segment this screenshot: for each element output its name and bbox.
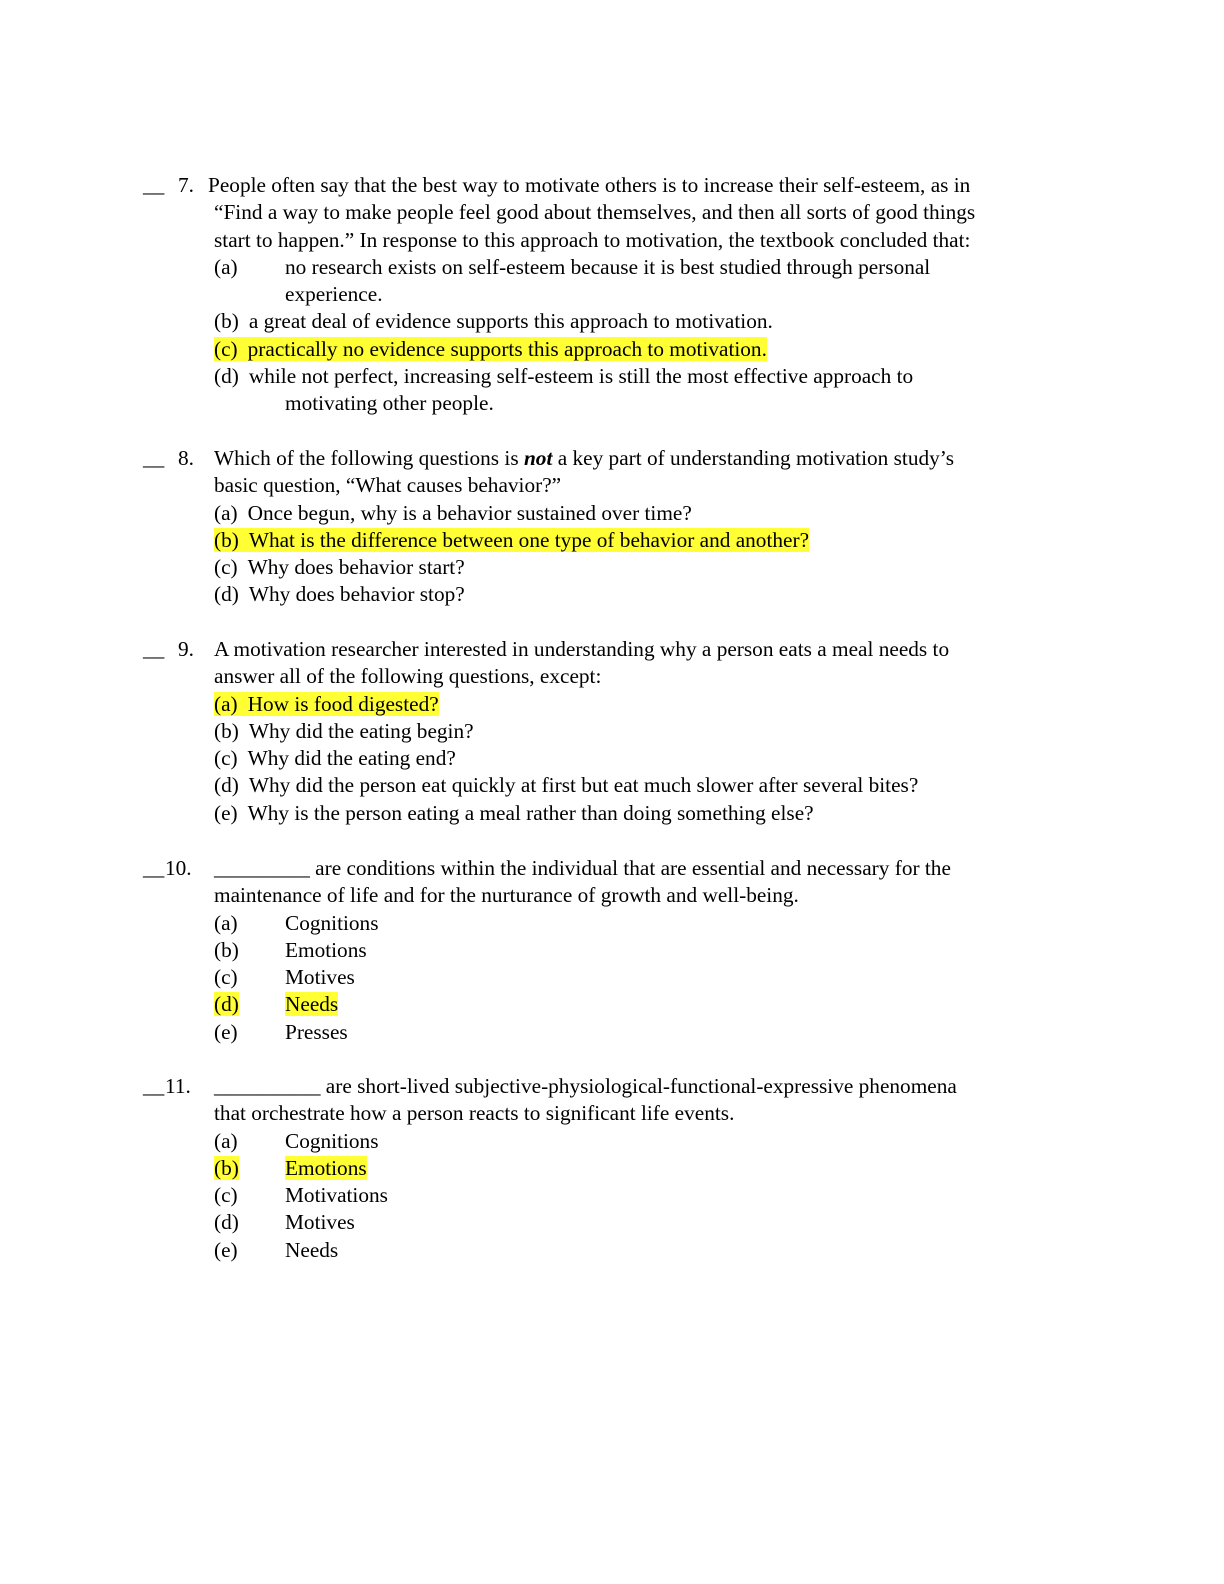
option-c [214, 745, 1083, 772]
question-stem-line: basic question, “What causes behavior?” [214, 473, 562, 498]
option-label: (d) [214, 1210, 239, 1235]
highlighted-answer: (d) [214, 992, 239, 1017]
stem-text: a key part of understanding motivation study’s [552, 446, 954, 470]
option-label: (b) [214, 937, 239, 962]
option-label: (b) [214, 718, 239, 743]
option-b [214, 1155, 1083, 1182]
option-e [214, 1019, 1083, 1046]
option-text: a great deal of evidence supports this approach to motivation. [248, 309, 773, 334]
answer-blank: __ [143, 446, 165, 470]
option-b [214, 718, 1083, 745]
question-stem-line: People often say that the best way to motivate others is to increase their self-esteem, as in [208, 173, 971, 197]
option-text: What is the difference between one type of behavior and another? [248, 527, 810, 552]
question-stem [214, 472, 1083, 499]
question-number: 11. [165, 1074, 191, 1098]
option-label: (a) [214, 691, 238, 716]
highlighted-answer [214, 528, 809, 552]
option-b [214, 527, 1083, 554]
option-label [214, 991, 285, 1018]
option-label: (a) [214, 1128, 238, 1153]
option-label: (b) [214, 527, 239, 552]
stem-text: Which of the following questions is [214, 446, 524, 470]
question-stem-line: answer all of the following questions, except: [214, 664, 602, 689]
option-text: no research exists on self-esteem because it is best studied through personal [285, 254, 931, 279]
option-text: Presses [285, 1019, 348, 1044]
option-text: Why did the eating end? [247, 746, 456, 771]
answer-blank: __ [143, 1074, 165, 1098]
option-a [214, 254, 1083, 309]
option-label: (d) [214, 582, 239, 607]
option-label: (c) [214, 965, 238, 990]
question-stem [214, 663, 1083, 690]
question-stem [214, 882, 1083, 909]
question-stem-line: __________ are short-lived subjective-physiological-functional-expressive phenomena [214, 1074, 957, 1098]
question-stem-line: _________ are conditions within the individual that are essential and necessary for the [214, 856, 951, 880]
option-d [214, 581, 1083, 608]
option-text: Motivations [285, 1183, 388, 1208]
highlighted-answer: Emotions [285, 1155, 367, 1180]
option-a [214, 500, 1083, 527]
option-text: while not perfect, increasing self-esteem is still the most effective approach to [248, 364, 914, 389]
option-d [214, 991, 1083, 1018]
option-d [214, 772, 1083, 799]
option-text: Cognitions [285, 1128, 379, 1153]
question-stem [214, 199, 1083, 254]
option-label [214, 1155, 285, 1182]
option-text-continued: experience. [285, 282, 383, 307]
question-8 [143, 445, 1083, 609]
option-text: Once begun, why is a behavior sustained over time? [247, 500, 692, 525]
option-text: Why does behavior start? [247, 555, 465, 580]
question-number: 10. [165, 856, 192, 880]
answer-blank: __ [143, 856, 165, 880]
option-b [214, 937, 1083, 964]
question-stem-line: maintenance of life and for the nurturance of growth and well-being. [214, 883, 799, 908]
option-c [214, 1182, 1083, 1209]
question-stem-line: “Find a way to make people feel good about themselves, and then all sorts of good things [214, 200, 976, 225]
option-label: (e) [214, 1237, 238, 1262]
question-stem-line: start to happen.” In response to this approach to motivation, the textbook concluded that: [214, 227, 971, 252]
question-stem-line: A motivation researcher interested in understanding why a person eats a meal needs to [214, 637, 950, 661]
option-c [214, 336, 1083, 363]
highlighted-answer [214, 692, 439, 716]
option-label: (a) [214, 254, 238, 279]
option-text: Cognitions [285, 910, 379, 935]
highlighted-answer: Needs [285, 992, 339, 1017]
option-d [214, 363, 1083, 418]
question-7 [143, 172, 1083, 418]
option-label: (c) [214, 746, 238, 771]
option-c [214, 964, 1083, 991]
option-label: (c) [214, 336, 238, 361]
option-text: Why is the person eating a meal rather than doing something else? [247, 800, 814, 825]
option-c [214, 554, 1083, 581]
emphasized-word: not [523, 446, 553, 470]
option-a [214, 691, 1083, 718]
option-label: (b) [214, 309, 239, 334]
question-header [143, 445, 1083, 472]
option-label: (c) [214, 555, 238, 580]
option-text: Motives [285, 1210, 355, 1235]
option-a [214, 1128, 1083, 1155]
question-11 [143, 1073, 1083, 1264]
option-label: (a) [214, 910, 238, 935]
option-e [214, 800, 1083, 827]
option-label: (e) [214, 800, 238, 825]
option-text: Emotions [285, 937, 367, 962]
option-a [214, 910, 1083, 937]
option-label: (d) [214, 773, 239, 798]
question-header [143, 855, 1083, 882]
question-9 [143, 636, 1083, 827]
option-text: practically no evidence supports this approach to motivation. [247, 336, 767, 361]
question-number: 7. [178, 173, 194, 197]
option-b [214, 308, 1083, 335]
question-header [143, 1073, 1083, 1100]
option-text: How is food digested? [247, 691, 439, 716]
option-label: (e) [214, 1019, 238, 1044]
option-e [214, 1237, 1083, 1264]
option-text-continued: motivating other people. [285, 391, 494, 416]
question-stem-line [214, 445, 954, 472]
highlighted-answer: (b) [214, 1155, 239, 1180]
question-header [143, 636, 1083, 663]
question-stem-line: that orchestrate how a person reacts to significant life events. [214, 1101, 735, 1126]
option-text: Motives [285, 965, 355, 990]
question-number: 9. [178, 637, 194, 661]
option-text: Needs [285, 1237, 339, 1262]
answer-blank: __ [143, 173, 165, 197]
option-label: (c) [214, 1183, 238, 1208]
option-text: Why does behavior stop? [248, 582, 465, 607]
question-10 [143, 855, 1083, 1046]
question-number: 8. [178, 446, 194, 470]
option-text: Why did the person eat quickly at first but eat much slower after several bites? [248, 773, 919, 798]
option-label: (a) [214, 500, 238, 525]
question-stem [214, 1100, 1083, 1127]
question-header [143, 172, 1083, 199]
answer-blank: __ [143, 637, 165, 661]
option-d [214, 1209, 1083, 1236]
option-text: Why did the eating begin? [248, 718, 474, 743]
highlighted-answer [214, 337, 767, 361]
option-label: (d) [214, 364, 239, 389]
